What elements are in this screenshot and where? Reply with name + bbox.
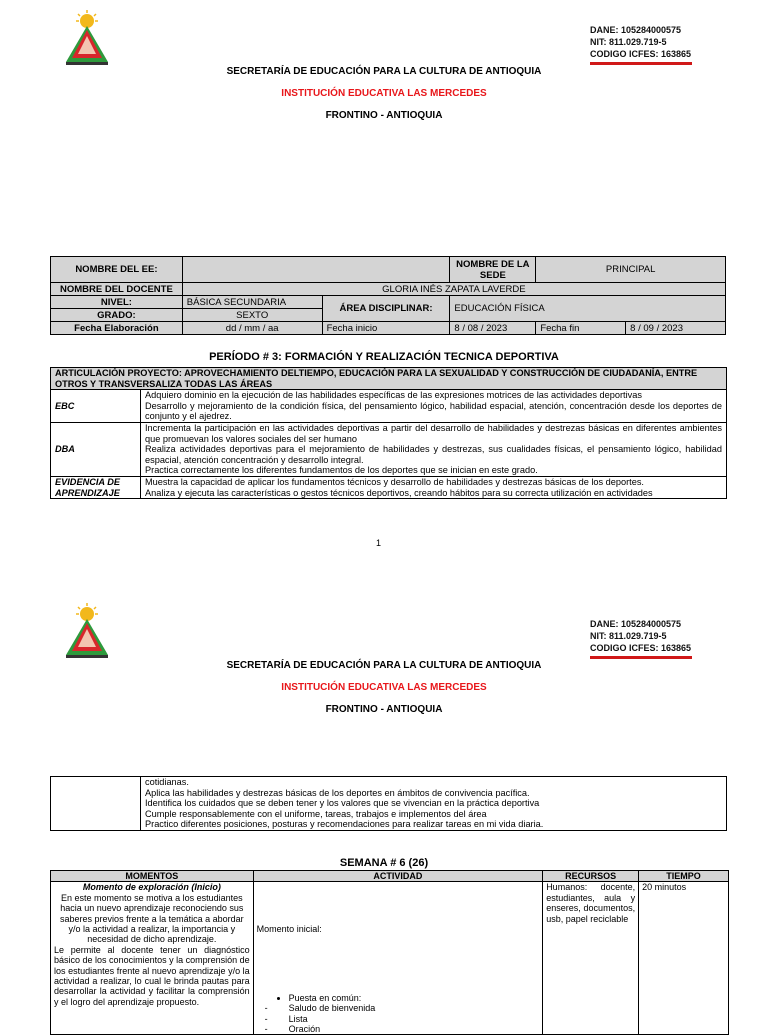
actividad-item: - Lista: [289, 1014, 540, 1024]
sede-label: NOMBRE DE LA SEDE: [450, 257, 536, 283]
ebc-line: Adquiero dominio en la ejecución de las habilidades específicas de las expresiones motrices de las actividades deportivas: [145, 390, 642, 401]
continuation-content: [141, 777, 727, 831]
continuation-table: [50, 776, 727, 831]
ee-label: NOMBRE DEL EE:: [51, 257, 183, 283]
red-underline: [590, 656, 692, 659]
icfes-code: CODIGO ICFES: 163865: [590, 49, 692, 59]
momento-title: Momento de exploración (Inicio): [82, 882, 221, 893]
area-label: ÁREA DISCIPLINAR:: [322, 296, 450, 322]
fecha-fin-label: Fecha fin: [536, 322, 626, 335]
dba-line: Practica correctamente los diferentes fundamentos de los deportes que se inician en este grado.: [145, 465, 538, 476]
fecha-elaboracion-label: Fecha Elaboración: [51, 322, 183, 335]
location-title: FRONTINO - ANTIOQUIA: [325, 704, 443, 715]
momento-cell: [51, 882, 254, 1035]
col-tiempo: TIEMPO: [639, 871, 729, 882]
actividad-dash-list: [257, 1003, 540, 1034]
fecha-inicio-value: 8 / 08 / 2023: [450, 322, 536, 335]
actividad-item: - Saludo de bienvenida: [289, 1003, 540, 1013]
fecha-fin-value: 8 / 09 / 2023: [626, 322, 726, 335]
info-table: [50, 256, 726, 335]
semana-table: [50, 870, 729, 1035]
tiempo-cell: 20 minutos: [639, 882, 729, 1035]
actividad-bullet: • Puesta en común:: [289, 993, 540, 1003]
dba-line: Incrementa la participación en las actividades deportivas a partir del desarrollo de habilidades y destrezas básicas en diferentes ambientes que promuevan los valores sociales del ser humano: [145, 422, 722, 444]
evidencia-line: Muestra la capacidad de aplicar los fundamentos técnicos y desarrollo de habilidades y destrezas básicas de los deportes.: [145, 476, 644, 487]
recursos-cell: Humanos: docente, estudiantes, aula y enseres, documentos, usb, papel reciclable: [543, 882, 639, 1035]
continuation-label-cell: [51, 777, 141, 831]
col-momentos: MOMENTOS: [51, 871, 254, 882]
articulacion-text: ARTICULACIÓN PROYECTO: APROVECHAMIENTO DELTIEMPO, EDUCACIÓN PARA LA SEXUALIDAD Y CONSTRUCCIÓN DE CIUDADANÍA, ENTRE OTROS Y TRANSVERSALIZA TODAS LAS ÁREAS: [51, 368, 727, 390]
secretaria-title: SECRETARÍA DE EDUCACIÓN PARA LA CULTURA DE ANTIOQUIA: [226, 66, 542, 77]
grado-label: GRADO:: [51, 309, 183, 322]
red-underline: [590, 62, 692, 65]
momento-paragraph: Le permite al docente tener un diagnóstico básico de los conocimientos y la comprensión de los estudiantes frente al nuevo aprendizaje y/o la actividad a realizar, lo cual le brinda pautas para desarrollar la actividad y facilitar la comprensión y el logro del aprendizaje propuesto.: [54, 944, 250, 1007]
continuation-line: cotidianas.: [145, 777, 189, 787]
actividad-cell: [253, 882, 543, 1035]
evidencia-label: EVIDENCIA DE APRENDIZAJE: [51, 476, 141, 498]
ebc-content: [141, 390, 727, 423]
fecha-elaboracion-value: dd / mm / aa: [182, 322, 322, 335]
dba-label: DBA: [51, 422, 141, 476]
nit-code: NIT: 811.029.719-5: [590, 631, 667, 641]
icfes-code: CODIGO ICFES: 163865: [590, 643, 692, 653]
actividad-bullet-list: [257, 993, 540, 1003]
school-logo: [60, 601, 114, 666]
continuation-line: Aplica las habilidades y destrezas básicas de los deportes en ámbitos de convivencia pacífica.: [145, 787, 530, 798]
ee-value: [182, 257, 450, 283]
continuation-line: Identifica los cuidados que se deben tener y los valores que se vivencian en la práctica deportiva: [145, 798, 540, 809]
continuation-line: Cumple responsablemente con el uniforme, tareas, trabajos e implementos del área: [145, 808, 487, 819]
evidencia-content: [141, 476, 727, 498]
fecha-inicio-label: Fecha inicio: [322, 322, 450, 335]
dane-code: DANE: 105284000575: [590, 619, 682, 629]
institution-name: INSTITUCIÓN EDUCATIVA LAS MERCEDES: [281, 682, 487, 693]
ebc-line: Desarrollo y mejoramiento de la condición física, del pensamiento lógico, habilidad espacial, atención, concentración desde los deportes de conjunto y el ajedrez.: [145, 400, 722, 422]
docente-value: GLORIA INÉS ZAPATA LAVERDE: [182, 283, 725, 296]
school-codes: [590, 618, 692, 659]
momento-paragraph: En este momento se motiva a los estudiantes hacia un nuevo aprendizaje reconociendo sus saberes previos frente a la temática a abordar y/o la actividad a realizar, la importancia y necesidad de dicho aprendizaje.: [60, 892, 244, 945]
nivel-label: NIVEL:: [51, 296, 183, 309]
dba-line: Realiza actividades deportivas para el mejoramiento de habilidades y destrezas, sus cualidades físicas, el pensamiento lógico, habilidad espacial, atención concentración y desarrollo integral.: [145, 444, 722, 465]
school-logo: [60, 8, 114, 73]
col-recursos: RECURSOS: [543, 871, 639, 882]
actividad-inicial: Momento inicial:: [256, 924, 322, 935]
dane-code: DANE: 105284000575: [590, 25, 682, 35]
nivel-value: BÁSICA SECUNDARIA: [182, 296, 322, 309]
col-actividad: ACTIVIDAD: [253, 871, 543, 882]
nit-code: NIT: 811.029.719-5: [590, 37, 667, 47]
location-title: FRONTINO - ANTIOQUIA: [325, 110, 443, 121]
sede-value: PRINCIPAL: [536, 257, 726, 283]
area-value: EDUCACIÓN FÍSICA: [450, 296, 726, 322]
semana-title: SEMANA # 6 (26): [339, 857, 429, 869]
continuation-line: Practico diferentes posiciones, posturas y recomendaciones para realizar tareas en mi vida diaria.: [145, 819, 544, 830]
periodo-title: PERÍODO # 3: FORMACIÓN Y REALIZACIÓN TECNICA DEPORTIVA: [209, 351, 559, 363]
evidencia-line: Analiza y ejecuta las características o gestos técnicos deportivos, creando hábitos para su correcta utilización en actividades: [145, 487, 653, 498]
grado-value: SEXTO: [182, 309, 322, 322]
institution-name: INSTITUCIÓN EDUCATIVA LAS MERCEDES: [281, 88, 487, 99]
docente-label: NOMBRE DEL DOCENTE: [51, 283, 183, 296]
periodo-table: [50, 367, 727, 499]
secretaria-title: SECRETARÍA DE EDUCACIÓN PARA LA CULTURA DE ANTIOQUIA: [226, 660, 542, 671]
school-codes: [590, 24, 692, 65]
actividad-item: - Oración: [289, 1024, 540, 1034]
page-number: 1: [376, 538, 382, 548]
ebc-label: EBC: [51, 390, 141, 423]
dba-content: [141, 422, 727, 476]
